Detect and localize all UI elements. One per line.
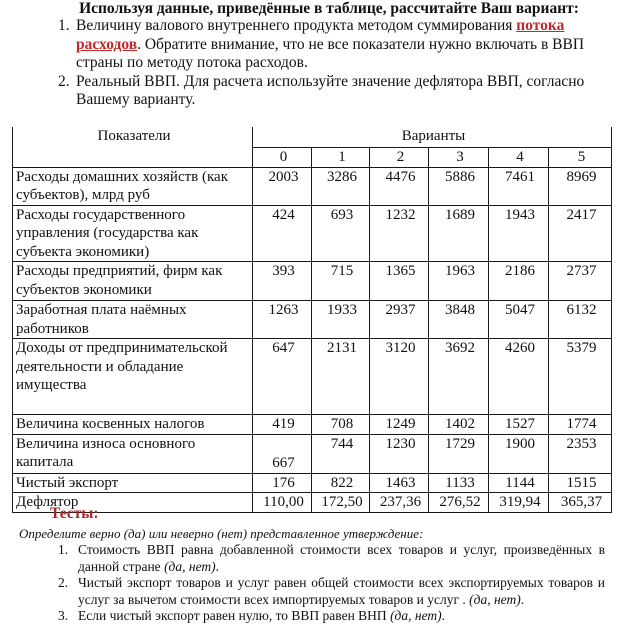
cell-value: 1232 bbox=[370, 205, 429, 262]
cell-value: 1689 bbox=[429, 205, 489, 262]
cell-value: 365,37 bbox=[549, 493, 612, 513]
cell-value: 4476 bbox=[370, 167, 429, 205]
cell-value: 744 bbox=[312, 434, 370, 473]
row-label: Дефлятор bbox=[13, 493, 253, 513]
cell-value: 7461 bbox=[489, 167, 549, 205]
instruction-number: 1. bbox=[58, 17, 70, 34]
instruction-text: . Обратите внимание, что не все показатели нужно включать в ВВП страны по методу потока расходов. bbox=[76, 35, 585, 71]
answer-options: (да, нет) bbox=[390, 608, 442, 623]
question-text: Если чистый экспорт равен нулю, то ВВП равен ВНП bbox=[78, 608, 391, 623]
cell-value: 693 bbox=[312, 205, 370, 262]
cell-value: 5047 bbox=[489, 301, 549, 339]
variant-number: 1 bbox=[312, 148, 370, 168]
cell-value: 237,36 bbox=[370, 493, 429, 513]
answer-options: (да, нет) bbox=[164, 558, 216, 574]
answer-options: (да, нет) bbox=[469, 591, 521, 607]
cell-value: 1515 bbox=[549, 473, 612, 493]
question-number: 3. bbox=[58, 608, 69, 623]
cell-value: 2937 bbox=[370, 301, 429, 339]
cell-value: 172,50 bbox=[312, 493, 370, 513]
cell-value: 2737 bbox=[549, 262, 612, 301]
row-label: Чистый экспорт bbox=[13, 473, 253, 493]
cell-value: 2186 bbox=[489, 262, 549, 301]
table-row bbox=[13, 434, 612, 473]
cell-value: 822 bbox=[312, 473, 370, 493]
cell-value: 2353 bbox=[549, 434, 612, 473]
instruction-text: Величину валового внутреннего продукта методом суммирования bbox=[76, 17, 517, 34]
cell-value: 1263 bbox=[253, 301, 312, 339]
table-row bbox=[13, 301, 612, 339]
cell-value: 1774 bbox=[549, 415, 612, 435]
table-row bbox=[13, 339, 612, 415]
question-text: Чистый экспорт товаров и услуг равен общей стоимости всех экспортируемых товаров и услуг за вычетом стоимости всех импортируемых товаров и услуг . bbox=[78, 575, 605, 607]
instruction-item-2 bbox=[0, 73, 596, 110]
test-question-2 bbox=[0, 575, 605, 608]
cell-value: 319,94 bbox=[489, 493, 549, 513]
cell-value: 1943 bbox=[489, 205, 549, 262]
cell-value: 1144 bbox=[489, 473, 549, 493]
variant-number: 3 bbox=[429, 148, 489, 168]
table-row bbox=[13, 262, 612, 301]
cell-value: 708 bbox=[312, 415, 370, 435]
variant-number: 2 bbox=[370, 148, 429, 168]
cell-value: 3120 bbox=[370, 339, 429, 415]
cell-value: 1729 bbox=[429, 434, 489, 473]
indicators-header: Показатели bbox=[13, 127, 253, 167]
tests-instruction: Определите верно (да) или неверно (нет) представленное утверждение: bbox=[19, 526, 424, 541]
test-question-1 bbox=[0, 542, 605, 575]
variant-number: 4 bbox=[489, 148, 549, 168]
cell-value: 647 bbox=[253, 339, 312, 415]
test-question-3 bbox=[0, 608, 605, 625]
cell-value: 176 bbox=[253, 473, 312, 493]
instruction-text: Реальный ВВП. Для расчета используйте значение дефлятора ВВП, согласно Вашему варианту. bbox=[76, 72, 585, 108]
cell-value: 5886 bbox=[429, 167, 489, 205]
table-row bbox=[13, 473, 612, 493]
cell-value: 1900 bbox=[489, 434, 549, 473]
cell-value: 3692 bbox=[429, 339, 489, 415]
cell-value: 110,00 bbox=[253, 493, 312, 513]
question-number: 2. bbox=[58, 575, 69, 590]
tests-list bbox=[0, 542, 618, 625]
tests-heading: Тесты: bbox=[50, 505, 99, 522]
cell-value: 3286 bbox=[312, 167, 370, 205]
cell-value: 715 bbox=[312, 262, 370, 301]
row-label: Расходы предприятий, фирм как субъектов экономики bbox=[13, 262, 253, 301]
question-tail: . bbox=[441, 608, 446, 623]
table-row bbox=[13, 167, 612, 205]
cell-value: 4260 bbox=[489, 339, 549, 415]
instruction-item-1 bbox=[0, 17, 596, 73]
instruction-number: 2. bbox=[58, 72, 70, 90]
cell-value: 1527 bbox=[489, 415, 549, 435]
row-label: Величина износа основного капитала bbox=[13, 434, 253, 473]
variants-table bbox=[12, 127, 612, 513]
variant-number: 5 bbox=[549, 148, 612, 168]
cell-value: 667 bbox=[253, 434, 312, 473]
table-row bbox=[13, 415, 612, 435]
cell-value: 2131 bbox=[312, 339, 370, 415]
page-title: Используя данные, приведённые в таблице, рассчитайте Ваш вариант: bbox=[79, 0, 579, 17]
cell-value: 419 bbox=[253, 415, 312, 435]
cell-value: 1463 bbox=[370, 473, 429, 493]
row-label: Доходы от предпринимательской деятельности и обладание имущества bbox=[13, 339, 253, 415]
cell-value: 1133 bbox=[429, 473, 489, 493]
variant-number: 0 bbox=[253, 148, 312, 168]
cell-value: 3848 bbox=[429, 301, 489, 339]
row-label: Заработная плата наёмных работников bbox=[13, 301, 253, 339]
cell-value: 5379 bbox=[549, 339, 612, 415]
cell-value: 1402 bbox=[429, 415, 489, 435]
cell-value: 2417 bbox=[549, 205, 612, 262]
row-label: Расходы домашних хозяйств (как субъектов), млрд руб bbox=[13, 167, 253, 205]
cell-value: 2003 bbox=[253, 167, 312, 205]
cell-value: 1230 bbox=[370, 434, 429, 473]
question-number: 1. bbox=[58, 542, 69, 557]
table-row bbox=[13, 205, 612, 262]
cell-value: 1963 bbox=[429, 262, 489, 301]
cell-value: 424 bbox=[253, 205, 312, 262]
cell-value: 1249 bbox=[370, 415, 429, 435]
question-tail: . bbox=[520, 591, 525, 607]
cell-value: 8969 bbox=[549, 167, 612, 205]
instructions-list bbox=[0, 17, 618, 110]
row-label: Величина косвенных налогов bbox=[13, 415, 253, 435]
cell-value: 1365 bbox=[370, 262, 429, 301]
row-label: Расходы государственного управления (государства как субъекта экономики) bbox=[13, 205, 253, 262]
variants-header: Варианты bbox=[253, 127, 612, 148]
cell-value: 1933 bbox=[312, 301, 370, 339]
cell-value: 393 bbox=[253, 262, 312, 301]
cell-value: 6132 bbox=[549, 301, 612, 339]
table-row bbox=[13, 493, 612, 513]
cell-value: 276,52 bbox=[429, 493, 489, 513]
question-text: Стоимость ВВП равна добавленной стоимости всех товаров и услуг, произведённых в данной стране bbox=[78, 542, 605, 574]
question-tail: . bbox=[215, 558, 220, 574]
expenditure-flow-link[interactable]: потока расходов bbox=[76, 17, 565, 53]
